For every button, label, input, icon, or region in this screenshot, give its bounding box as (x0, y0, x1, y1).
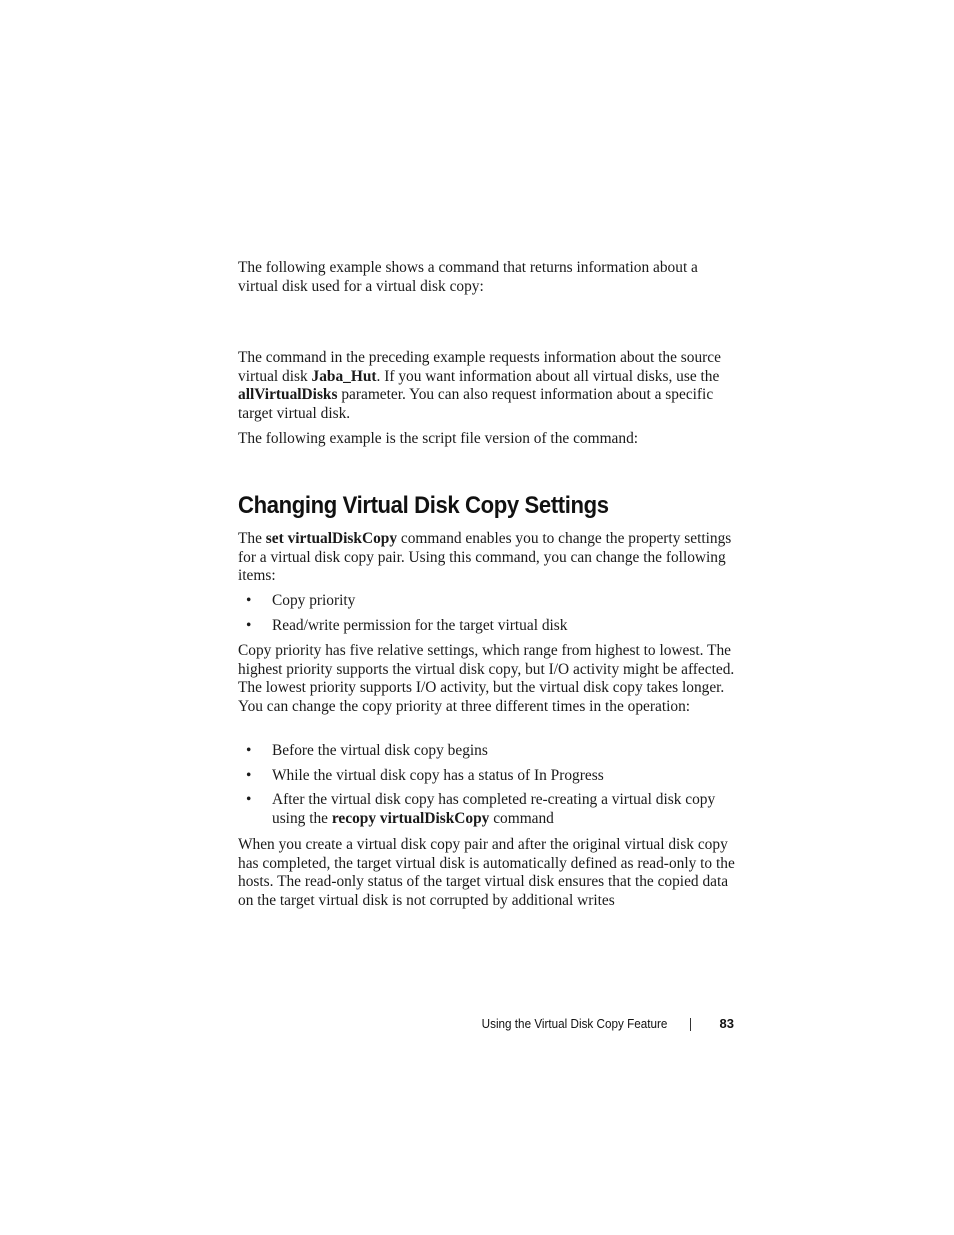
list-item-text: Read/write permission for the target virtual disk (272, 616, 568, 634)
list-item (238, 791, 738, 828)
text-run: parameter. You can also request information about a specific target virtual disk. (238, 386, 714, 422)
paragraph-source-disk (238, 349, 738, 423)
text-run: command enables you to change the property settings for a virtual disk copy pair. Using this command, you can change the following items: (238, 530, 732, 585)
settings-list (238, 592, 738, 635)
text-run: . If you want information about all virtual disks, use the (376, 367, 720, 385)
intro-text: The following example shows a command that returns information about a virtual disk used for a virtual disk copy: (238, 259, 698, 295)
paragraph-copy-priority (238, 642, 738, 716)
footer-divider (690, 1018, 691, 1031)
text-run: command (489, 809, 554, 827)
copy-priority-text: Copy priority has five relative settings, which range from highest to lowest. The highest priority supports the virtual disk copy, but I/O activity might be affected. The lowest priority supports I/O activity, but the virtual disk copy takes longer. You can change the copy priority at three different times in the operation: (238, 642, 735, 715)
paragraph-set-command (238, 530, 738, 586)
text-run: The (238, 530, 266, 547)
text-run: The command in the preceding example requests information about the source virtual disk (238, 349, 721, 385)
list-item (238, 742, 738, 761)
list-item-text: Copy priority (272, 592, 356, 609)
list-item (238, 617, 738, 636)
paragraph-read-only (238, 836, 738, 910)
list-item (238, 767, 738, 786)
read-only-text: When you create a virtual disk copy pair and after the original virtual disk copy has completed, the target virtual disk is automatically defined as read-only to the hosts. The read-only status of the target virtual disk ensures that the copied data on the target virtual disk is not corrupted by additional writes (238, 836, 735, 909)
bold-term-jaba-hut: Jaba_Hut (311, 367, 377, 385)
intro-paragraph (238, 259, 738, 296)
list-item (238, 592, 738, 611)
text-run: After the virtual disk copy has completed re-creating a virtual disk copy using the (272, 791, 716, 827)
script-version-text: The following example is the script file version of the command: (238, 430, 639, 447)
priority-times-list (238, 742, 738, 828)
bold-term-allvirtualdisks: allVirtualDisks (238, 386, 338, 404)
list-item-text: While the virtual disk copy has a status of In Progress (272, 766, 604, 784)
bold-term-set-virtualdiskcopy: set virtualDiskCopy (265, 530, 398, 547)
bullet: • (246, 616, 252, 634)
bullet: • (246, 742, 252, 759)
bullet: • (246, 766, 252, 784)
footer-title: Using the Virtual Disk Copy Feature (481, 1016, 667, 1031)
paragraph-script-version (238, 430, 738, 449)
page-number: 83 (719, 1016, 734, 1031)
section-heading: Changing Virtual Disk Copy Settings (238, 492, 609, 519)
bold-term-recopy-virtualdiskcopy: recopy virtualDiskCopy (331, 809, 490, 827)
bullet: • (246, 592, 252, 609)
bullet: • (246, 791, 252, 809)
list-item-text: Before the virtual disk copy begins (272, 742, 488, 759)
